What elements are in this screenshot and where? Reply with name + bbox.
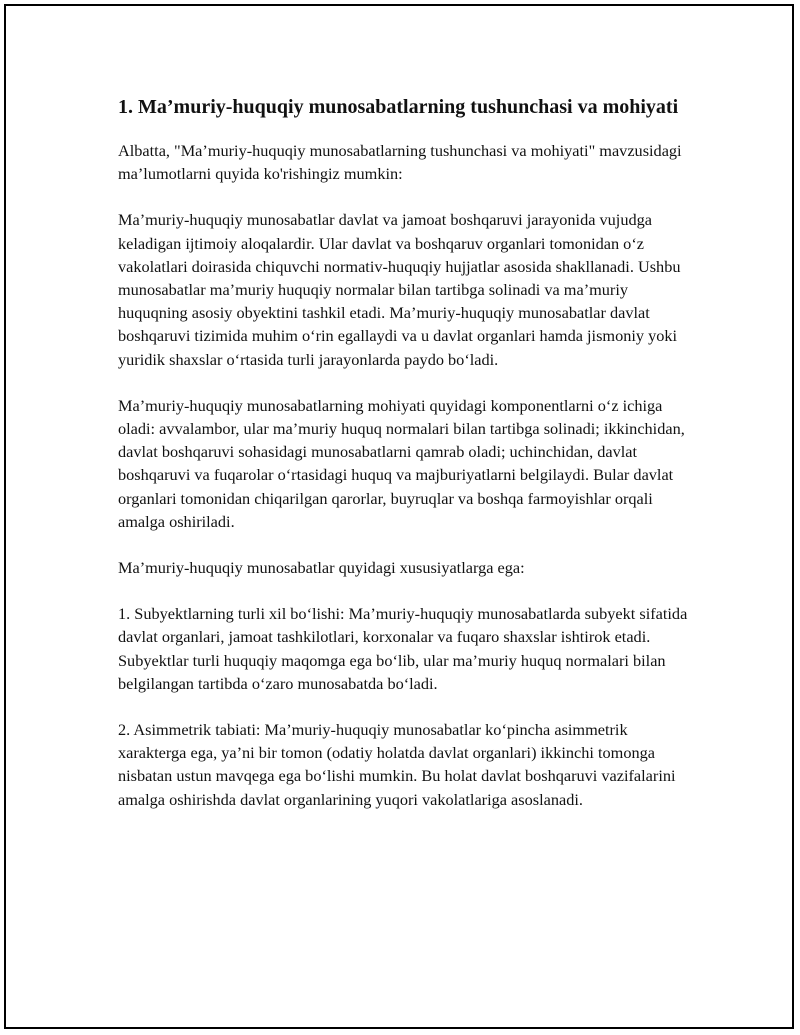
feature-item-1: 1. Subyektlarning turli xil bo‘lishi: Ma’muriy-huquqiy munosabatlarda subyekt sifatida davlat organlari, jamoat tashkilotlari, korxonalar va fuqaro shaxslar ishtirok etadi. Subyektlar turli huquqiy maqomga ega bo‘lib, ular ma’muriy huquq normalari bilan belgilangan tartibda o‘zaro munosabatda bo‘ladi. [118, 604, 688, 693]
feature-item-2: 2. Asimmetrik tabiati: Ma’muriy-huquqiy munosabatlar ko‘pincha asimmetrik xarakterga ega, ya’ni bir tomon (odatiy holatda davlat organlari) ikkinchi tomonga nisbatan ustun mavqega ega bo‘lishi mumkin. Bu holat davlat boshqaruvi vazifalarini amalga oshirishda davlat organlarining yuqori vakolatlariga asoslanadi. [118, 720, 676, 809]
document-body [118, 93, 698, 834]
essence-paragraph: Ma’muriy-huquqiy munosabatlarning mohiyati quyidagi komponentlarni o‘z ichiga oladi: avvalambor, ular ma’muriy huquq normalari bilan tartibga solinadi; ikkinchidan, davlat boshqaruvi sohasidagi munosabatlarni qamrab oladi; uchinchidan, davlat boshqaruvi va fuqarolar o‘rtasidagi huquq va majburiyatlarni belgilaydi. Bular davlat organlari tomonidan chiqarilgan qarorlar, buyruqlar va boshqa farmoyishlar orqali amalga oshiriladi. [118, 395, 685, 531]
section-heading: 1. Ma’muriy-huquqiy munosabatlarning tushunchasi va mohiyati [118, 96, 679, 118]
intro-paragraph: Albatta, "Ma’muriy-huquqiy munosabatlarning tushunchasi va mohiyati" mavzusidagi ma’lumotlarni quyida ko'rishingiz mumkin: [118, 141, 682, 184]
definition-paragraph: Ma’muriy-huquqiy munosabatlar davlat va jamoat boshqaruvi jarayonida vujudga keladigan ijtimoiy aloqalardir. Ular davlat va boshqaruv organlari tomonidan o‘z vakolatlari doirasida chiquvchi normativ-huquqiy hujjatlar asosida shakllanadi. Ushbu munosabatlar ma’muriy huquqiy normalar bilan tartibga solinadi va ma’muriy huquqning asosiy obyektini tashkil etadi. Ma’muriy-huquqiy munosabatlar davlat boshqaruvi tizimida muhim o‘rin egallaydi va u davlat organlari hamda jismoniy yoki yuridik shaxslar o‘rtasida turli jarayonlarda paydo bo‘ladi. [118, 210, 681, 369]
features-intro-paragraph: Ma’muriy-huquqiy munosabatlar quyidagi xususiyatlarga ega: [118, 558, 525, 578]
